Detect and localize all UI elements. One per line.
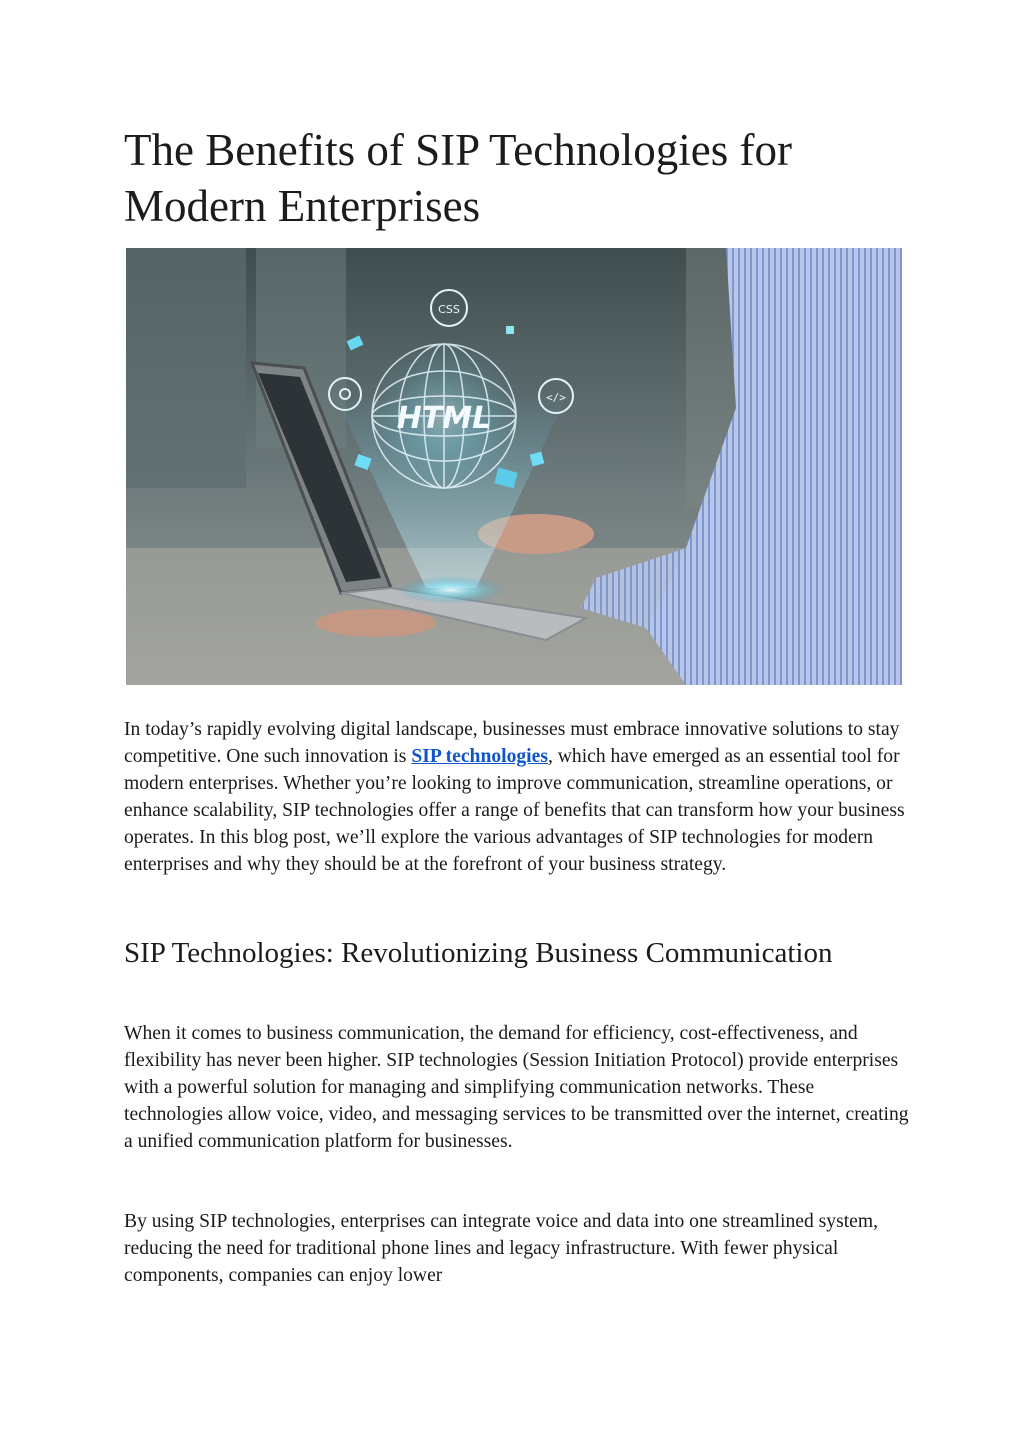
section-heading: SIP Technologies: Revolutionizing Business Communication (124, 937, 833, 969)
sphere-label: HTML (396, 401, 492, 436)
sip-technologies-link[interactable]: SIP technologies (411, 746, 548, 767)
section-paragraph: When it comes to business communication, the demand for efficiency, cost-effectiveness, and flexibility has never been higher. SIP technologies (Session Initiation Protocol) provide enterprises with a powerful solution for managing and simplifying communication networks. These technologies allow voice, video, and messaging services to be transmitted over the internet, creating a unified communication platform for businesses. (124, 1023, 909, 1152)
code-badge: </> (546, 391, 566, 404)
hero-image (126, 248, 902, 685)
page-title: The Benefits of SIP Technologies for Modern Enterprises (124, 125, 792, 231)
css-badge: CSS (438, 303, 460, 316)
section-paragraph-2: By using SIP technologies, enterprises can integrate voice and data into one streamlined system, reducing the need for traditional phone lines and legacy infrastructure. With fewer physical components, companies can enjoy lower (124, 1211, 878, 1286)
intro-paragraph: In today’s rapidly evolving digital landscape, businesses must embrace innovative solutions to stay competitive. One such innovation is SIP technologies, which have emerged as an essential tool for modern enterprises. Whether you’re looking to improve communication, streamline operations, or enhance scalability, SIP technologies offer a range of benefits that can transform how your business operates. In this blog post, we’ll explore the various advantages of SIP technologies for modern enterprises and why they should be at the forefront of your business strategy. (124, 719, 905, 875)
